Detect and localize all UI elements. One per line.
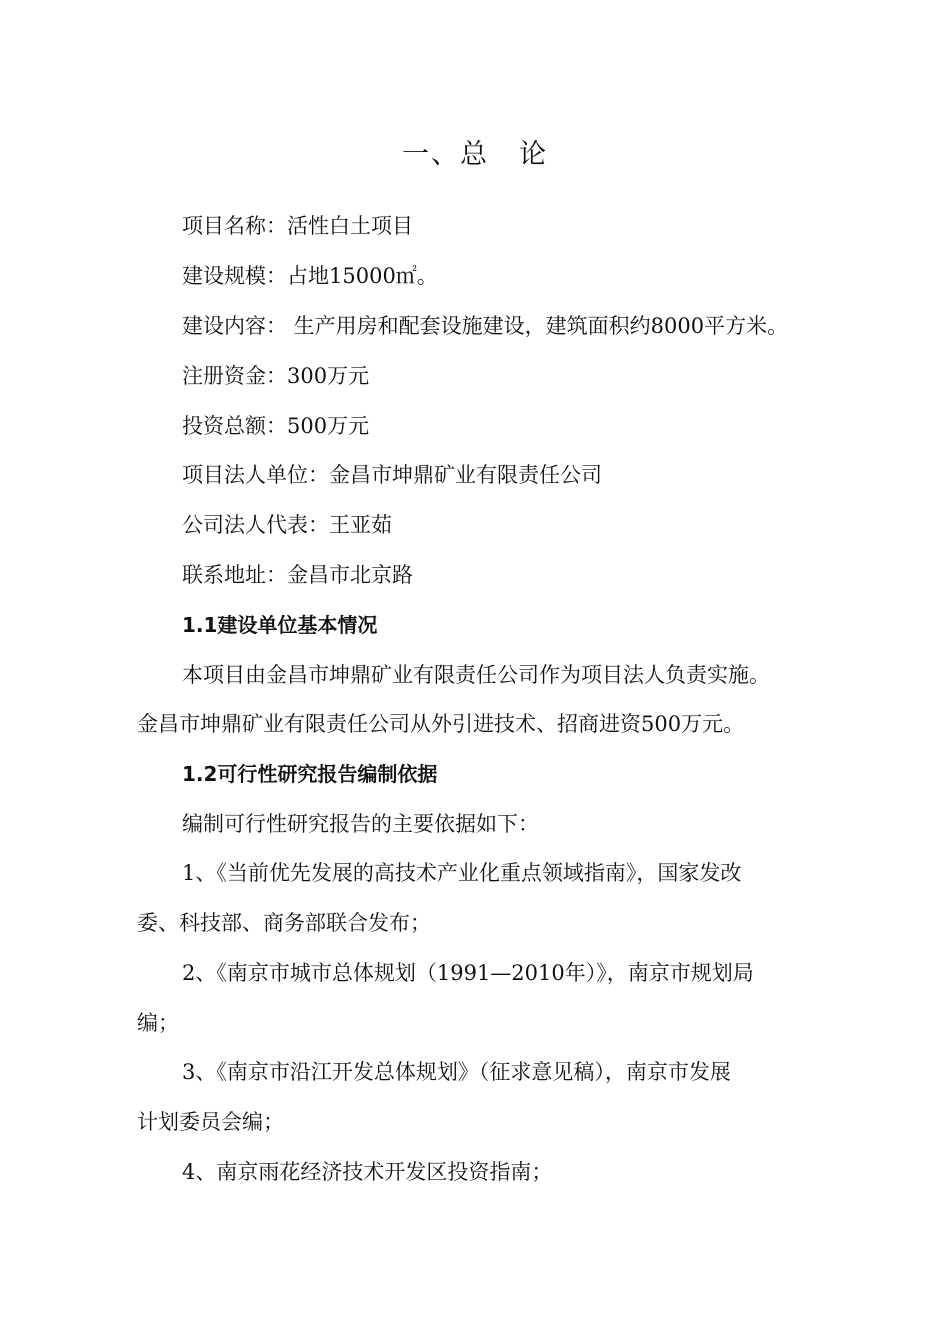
basis-item-1-line1: 1、《当前优先发展的高技术产业化重点领域指南》，国家发改 — [182, 861, 742, 885]
chapter-title — [0, 132, 950, 171]
chapter-title-part1: 一、总 — [402, 139, 489, 170]
registered-capital-line: 注册资金：300万元 — [182, 364, 370, 388]
section-1-2-heading: 1.2可行性研究报告编制依据 — [182, 762, 438, 786]
section-1-1-paragraph-line2: 金昌市坤鼎矿业有限责任公司从外引进技术、招商进资500万元。 — [137, 712, 745, 736]
section-1-1-paragraph-line1: 本项目由金昌市坤鼎矿业有限责任公司作为项目法人负责实施。 — [182, 663, 770, 687]
basis-item-2-line1: 2、《南京市城市总体规划（1991—2010年）》，南京市规划局 — [182, 961, 754, 985]
section-1-1-heading: 1.1建设单位基本情况 — [182, 613, 378, 637]
contact-address-line: 联系地址：金昌市北京路 — [182, 563, 413, 587]
section-1-2-intro: 编制可行性研究报告的主要依据如下： — [182, 812, 539, 836]
construction-scale-line: 建设规模：占地15000㎡。 — [182, 264, 438, 288]
legal-representative-line: 公司法人代表：王亚茹 — [182, 513, 392, 537]
project-name-line: 项目名称：活性白土项目 — [182, 214, 413, 238]
basis-item-3-line2: 计划委员会编； — [137, 1110, 284, 1134]
total-investment-line: 投资总额：500万元 — [182, 414, 370, 438]
construction-content-line: 建设内容： 生产用房和配套设施建设，建筑面积约8000平方米。 — [182, 314, 789, 338]
basis-item-4-line1: 4、南京雨花经济技术开发区投资指南； — [182, 1160, 553, 1184]
basis-item-1-line2: 委、科技部、商务部联合发布； — [137, 911, 431, 935]
legal-unit-line: 项目法人单位：金昌市坤鼎矿业有限责任公司 — [182, 463, 602, 487]
basis-item-3-line1: 3、《南京市沿江开发总体规划》（征求意见稿），南京市发展 — [182, 1060, 731, 1084]
chapter-title-part2: 论 — [519, 139, 548, 170]
basis-item-2-line2: 编； — [137, 1011, 179, 1035]
